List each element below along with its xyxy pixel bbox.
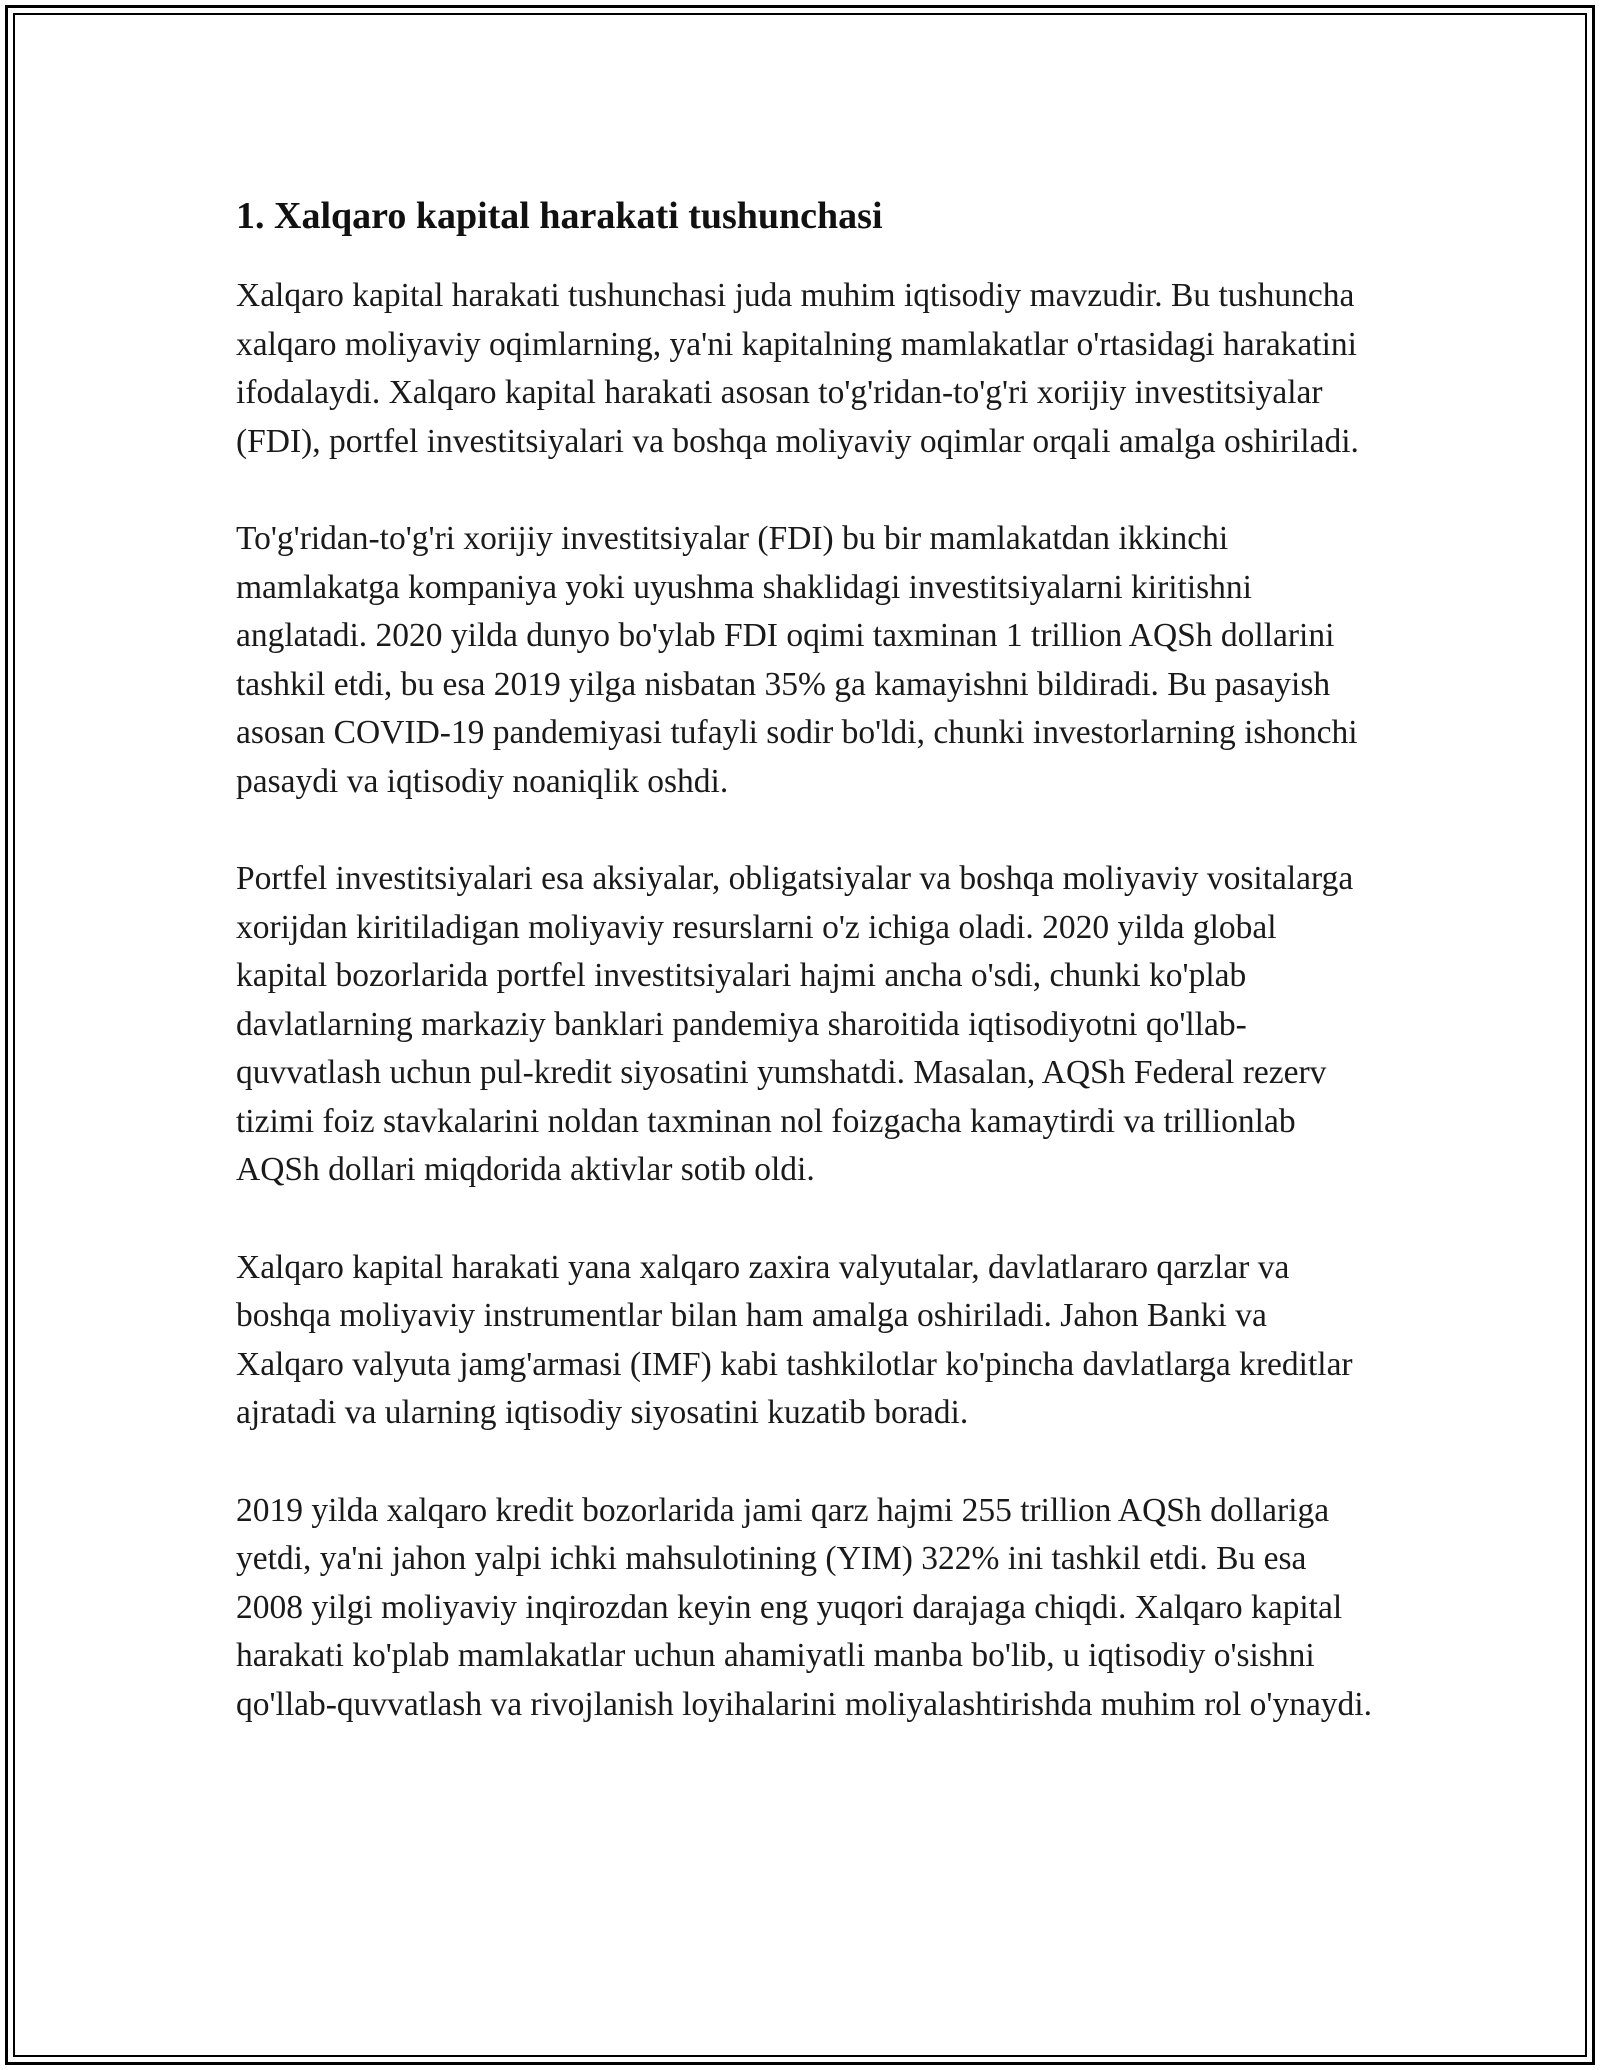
paragraph-debt: 2019 yilda xalqaro kredit bozorlarida jami qarz hajmi 255 trillion AQSh dollariga yetdi, ya'ni jahon yalpi ichki mahsulotining (YIM) 322% ini tashkil etdi. Bu esa 2008 yilgi moliyaviy inqirozdan keyin eng yuqori darajaga chiqdi. Xalqaro kapital harakati ko'plab mamlakatlar uchun ahamiyatli manba bo'lib, u iqtisodiy o'sishni qo'llab-quvvatlash va rivojlanish loyihalarini moliyalashtirishda muhim rol o'ynaydi.: [236, 1491, 1372, 1723]
paragraph-reserves: Xalqaro kapital harakati yana xalqaro zaxira valyutalar, davlatlararo qarzlar va boshqa moliyaviy instrumentlar bilan ham amalga oshiriladi. Jahon Banki va Xalqaro valyuta jamg'armasi (IMF) kabi tashkilotlar ko'pincha davlatlarga kreditlar ajratadi va ularning iqtisodiy siyosatini kuzatib boradi.: [236, 1248, 1353, 1431]
paragraph-intro: Xalqaro kapital harakati tushunchasi juda muhim iqtisodiy mavzudir. Bu tushuncha xalqaro moliyaviy oqimlarning, ya'ni kapitalning mamlakatlar o'rtasidagi harakatini ifodalaydi. Xalqaro kapital harakati asosan to'g'ridan-to'g'ri xorijiy investitsiyalar (FDI), portfel investitsiyalari va boshqa moliyaviy oqimlar orqali amalga oshiriladi.: [236, 277, 1359, 460]
paragraph-portfolio: Portfel investitsiyalari esa aksiyalar, obligatsiyalar va boshqa moliyaviy vositalarga xorijdan kiritiladigan moliyaviy resurslarni o'z ichiga oladi. 2020 yilda global kapital bozorlarida portfel investitsiyalari hajmi ancha o'sdi, chunki ko'plab davlatlarning markaziy banklari pandemiya sharoitida iqtisodiyotni qo'llab-quvvatlash uchun pul-kredit siyosatini yumshatdi. Masalan, AQSh Federal rezerv tizimi foiz stavkalarini noldan taxminan nol foizgacha kamaytirdi va trillionlab AQSh dollari miqdorida aktivlar sotib oldi.: [236, 860, 1354, 1188]
document-body: [236, 188, 1376, 1778]
section-heading: 1. Xalqaro kapital harakati tushunchasi: [236, 195, 883, 237]
paragraph-fdi: To'g'ridan-to'g'ri xorijiy investitsiyalar (FDI) bu bir mamlakatdan ikkinchi mamlakatga kompaniya yoki uyushma shaklidagi investitsiyalarni kiritishni anglatadi. 2020 yilda dunyo bo'ylab FDI oqimi taxminan 1 trillion AQSh dollarini tashkil etdi, bu esa 2019 yilga nisbatan 35% ga kamayishni bildiradi. Bu pasayish asosan COVID-19 pandemiyasi tufayli sodir bo'ldi, chunki investorlarning ishonchi pasaydi va iqtisodiy noaniqlik oshdi.: [236, 520, 1358, 800]
